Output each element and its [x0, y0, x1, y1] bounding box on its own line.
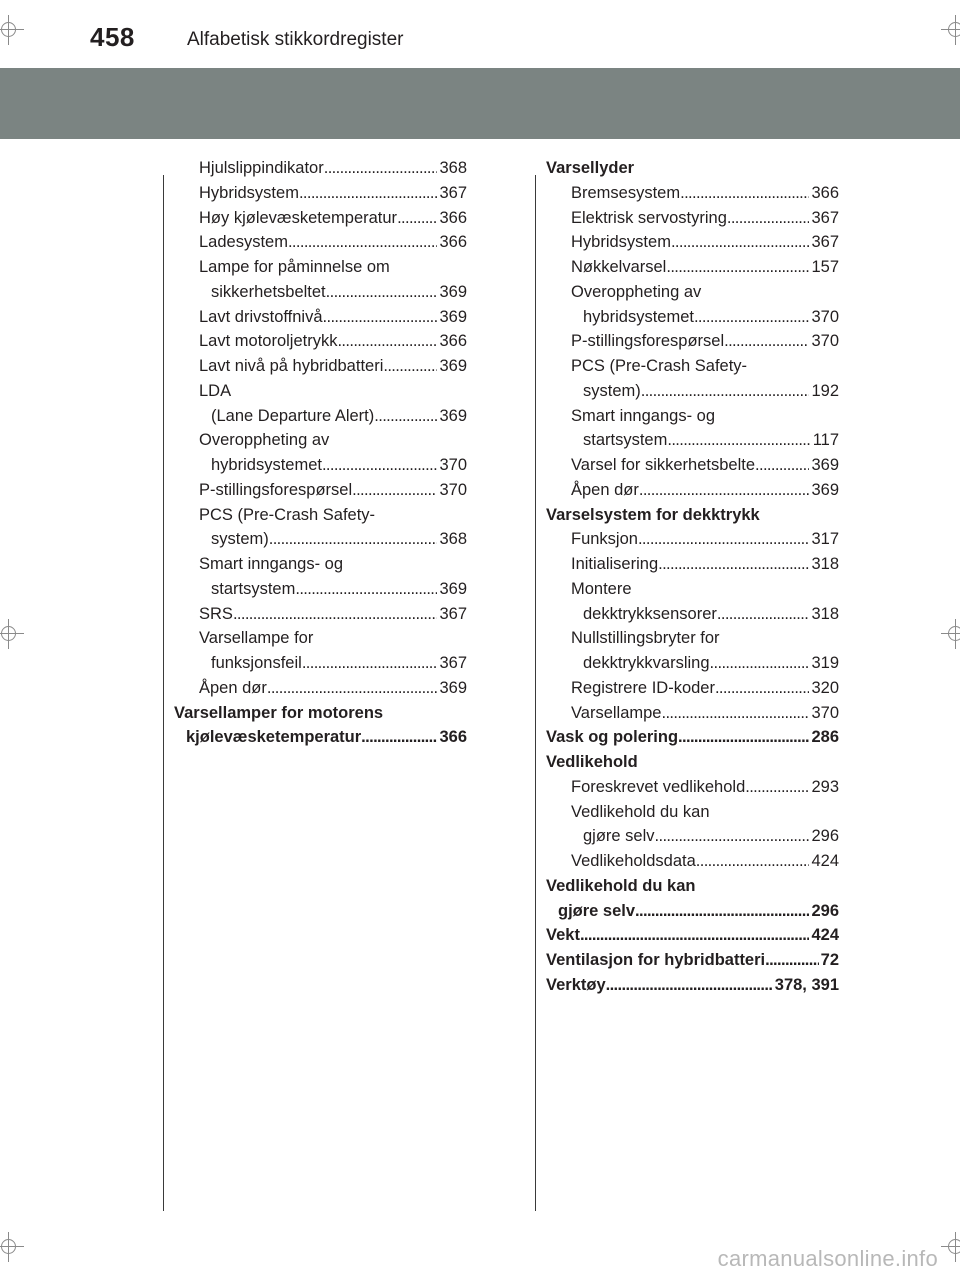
index-entry-label: PCS (Pre-Crash Safety- [199, 505, 376, 524]
dot-leader [694, 305, 810, 330]
index-entry-label: system) [211, 530, 269, 549]
index-entry [546, 626, 839, 651]
index-entry-label: Verktøy [546, 975, 606, 994]
index-entry-page: 293 [811, 777, 839, 796]
index-entry [174, 305, 467, 330]
index-entry-page: 369 [439, 282, 467, 301]
index-entry [546, 577, 839, 602]
dot-leader [678, 725, 809, 750]
index-entry-page: 319 [811, 654, 839, 672]
dot-leader [671, 230, 810, 255]
index-entry [174, 230, 467, 255]
index-entry [546, 156, 839, 181]
index-entry [546, 750, 839, 775]
index-entry-label: Hybridsystem [199, 183, 299, 202]
index-entry-page: 286 [811, 728, 839, 747]
dot-leader [299, 181, 438, 206]
index-entry-page: 370 [811, 332, 839, 351]
index-entry [174, 453, 467, 478]
dot-leader [580, 923, 810, 948]
dot-leader [288, 230, 438, 255]
dot-leader [658, 552, 809, 577]
index-entry-label: Smart inngangs- og [571, 406, 715, 425]
header-band [0, 68, 960, 139]
index-entry [174, 428, 467, 453]
index-entry [174, 404, 467, 429]
index-entry-page: 366 [439, 208, 467, 227]
index-entry-label: gjøre selv [583, 827, 655, 846]
dot-leader [745, 775, 809, 800]
dot-leader [233, 602, 438, 627]
dot-leader [710, 651, 810, 676]
index-entry [546, 948, 839, 973]
index-entry [174, 255, 467, 280]
index-entry [546, 775, 839, 800]
index-entry [546, 824, 839, 849]
index-entry-label: Høy kjølevæsketemperatur [199, 208, 398, 227]
index-entry-page: 369 [439, 406, 467, 425]
index-entry [546, 676, 839, 701]
index-entry-page: 367 [811, 233, 839, 252]
dot-leader [352, 478, 437, 503]
index-entry [546, 849, 839, 874]
dot-leader [661, 701, 809, 726]
dot-leader [606, 973, 773, 998]
index-entry-label: Registrere ID-koder [571, 678, 715, 697]
index-entry-label: Vedlikeholdsdata [571, 852, 696, 870]
index-entry-label: Ventilasjon for hybridbatteri [546, 951, 766, 969]
index-entry [546, 651, 839, 676]
dot-leader [267, 676, 438, 701]
index-entry-label: Overoppheting av [571, 282, 702, 301]
index-entry [546, 329, 839, 354]
registration-mark-mid-left [0, 619, 24, 649]
index-entry-page: 366 [811, 183, 839, 202]
dot-leader [635, 899, 809, 924]
index-entry-label: funksjonsfeil [211, 654, 302, 672]
index-entry-page: 296 [811, 901, 839, 920]
index-entry-label: Nøkkelvarsel [571, 258, 667, 276]
column-divider-right [535, 175, 536, 1211]
index-entry-label: LDA [199, 381, 232, 400]
dot-leader [639, 478, 810, 503]
dot-leader [667, 428, 810, 453]
index-entry [546, 800, 839, 825]
index-entry-page: 157 [811, 258, 839, 276]
index-entry-label: Initialisering [571, 555, 659, 573]
registration-mark-top-left [0, 15, 24, 45]
index-entry [546, 701, 839, 726]
index-entry-label: Varsellyder [546, 159, 635, 177]
index-entry-label: Funksjon [571, 530, 638, 549]
index-entry [174, 651, 467, 676]
index-entry-page: 366 [439, 233, 467, 252]
index-entry [546, 552, 839, 577]
index-entry-label: Smart inngangs- og [199, 555, 343, 573]
index-entry-page: 317 [811, 530, 839, 549]
index-entry-label: Vedlikehold [546, 753, 638, 771]
index-entry [546, 255, 839, 280]
index-entry-page: 366 [439, 332, 467, 351]
index-entry-page: 367 [439, 604, 467, 623]
index-entry-label: Overoppheting av [199, 431, 330, 450]
dot-leader [655, 824, 810, 849]
index-entry-label: Hybridsystem [571, 233, 671, 252]
index-entry [546, 305, 839, 330]
index-entry [174, 602, 467, 627]
index-entry-page: 369 [811, 456, 839, 474]
index-entry-label: Hjulslippindikator [199, 159, 324, 177]
dot-leader [269, 527, 438, 552]
index-entry-page: 370 [439, 480, 467, 499]
index-entry-label: hybridsystemet [583, 307, 694, 326]
dot-leader [337, 329, 437, 354]
index-entry-label: Åpen dør [571, 480, 639, 499]
index-entry [546, 602, 839, 627]
index-entry [174, 527, 467, 552]
index-entry-page: 192 [811, 381, 839, 400]
dot-leader [641, 379, 810, 404]
index-entry-page: 117 [812, 431, 839, 450]
index-entry-label: Vedlikehold du kan [571, 802, 710, 821]
index-entry [174, 676, 467, 701]
index-entry [174, 626, 467, 651]
index-entry-page: 369 [439, 357, 467, 375]
dot-leader [326, 280, 438, 305]
index-entry-label: SRS [199, 604, 233, 623]
dot-leader [295, 577, 437, 602]
index-entry-label: Lavt motoroljetrykk [199, 332, 338, 351]
index-entry-label: PCS (Pre-Crash Safety- [571, 357, 748, 375]
index-entry-page: 424 [811, 926, 839, 945]
index-entry [546, 923, 839, 948]
dot-leader [765, 948, 819, 973]
index-entry-page: 296 [811, 827, 839, 846]
index-entry-label: Elektrisk servostyring [571, 208, 727, 227]
index-entry-label: Nullstillingsbryter for [571, 629, 720, 648]
index-entry [546, 230, 839, 255]
index-entry-label: startsystem [583, 431, 668, 450]
dot-leader [324, 156, 438, 181]
index-entry-page: 369 [439, 678, 467, 697]
index-entry [174, 206, 467, 231]
index-entry [174, 577, 467, 602]
page-number: 458 [90, 22, 135, 52]
index-entry-label: kjølevæsketemperatur [186, 728, 362, 747]
index-entry-label: dekktrykksensorer [583, 604, 717, 623]
index-entry-label: Varsellampe for [199, 629, 314, 648]
index-entry-page: 318 [811, 555, 839, 573]
index-entry [546, 527, 839, 552]
index-entry [174, 329, 467, 354]
index-entry-label: (Lane Departure Alert) [211, 406, 375, 425]
index-entry-label: Varsellamper for motorens [174, 703, 384, 722]
index-entry-label: Lampe for påminnelse om [199, 258, 390, 276]
dot-leader [696, 849, 810, 874]
index-entry [174, 280, 467, 305]
index-entry-page: 367 [439, 654, 467, 672]
index-entry-page: 369 [439, 307, 467, 326]
index-entry [546, 973, 839, 998]
index-entry-page: 368 [439, 159, 467, 177]
dot-leader [724, 329, 809, 354]
registration-mark-bottom-right [941, 1232, 960, 1262]
index-entry-label: Lavt nivå på hybridbatteri [199, 357, 384, 375]
index-entry-page: 370 [811, 703, 839, 722]
index-entry [546, 354, 839, 379]
index-entry-label: Vedlikehold du kan [546, 876, 696, 895]
index-column-left [174, 156, 467, 750]
index-entry [174, 503, 467, 528]
index-entry-label: system) [583, 381, 641, 400]
index-entry-page: 320 [811, 678, 839, 697]
dot-leader [680, 181, 809, 206]
index-entry-label: Vask og polering [546, 728, 679, 747]
index-entry [174, 552, 467, 577]
registration-mark-top-right [941, 15, 960, 45]
index-entry-page: 424 [811, 852, 839, 870]
dot-leader [638, 527, 810, 552]
index-entry-label: Varselsystem for dekktrykk [546, 505, 760, 524]
index-entry [546, 453, 839, 478]
index-entry-page: 378, 391 [774, 975, 839, 994]
dot-leader [717, 602, 810, 627]
index-entry-page: 318 [811, 604, 839, 623]
registration-mark-mid-right [941, 619, 960, 649]
dot-leader [322, 453, 438, 478]
dot-leader [302, 651, 438, 676]
index-entry-page: 369 [439, 579, 467, 598]
index-entry-label: Bremsesystem [571, 183, 681, 202]
index-entry-label: Varsellampe [571, 703, 662, 722]
index-entry-label: Lavt drivstoffnivå [199, 307, 323, 326]
index-entry-page: 367 [439, 183, 467, 202]
dot-leader [666, 255, 809, 280]
index-column-right [546, 156, 839, 998]
dot-leader [715, 676, 810, 701]
index-entry-page: 370 [439, 456, 467, 474]
index-entry-label: sikkerhetsbeltet [211, 282, 326, 301]
index-entry [546, 379, 839, 404]
index-entry [174, 701, 467, 726]
index-entry-label: Foreskrevet vedlikehold [571, 777, 746, 796]
index-entry-page: 367 [811, 208, 839, 227]
index-entry-label: Ladesystem [199, 233, 288, 252]
index-entry-page: 72 [820, 951, 839, 969]
registration-mark-bottom-left [0, 1232, 24, 1262]
index-entry-page: 370 [811, 307, 839, 326]
index-entry-page: 369 [811, 480, 839, 499]
index-entry [174, 156, 467, 181]
page-header-title: Alfabetisk stikkordregister [187, 29, 404, 50]
index-entry-label: Vekt [546, 926, 580, 945]
dot-leader [397, 206, 437, 231]
dot-leader [361, 725, 437, 750]
index-entry [546, 181, 839, 206]
dot-leader [383, 354, 437, 379]
index-entry [546, 428, 839, 453]
index-entry-label: startsystem [211, 579, 296, 598]
index-entry-label: hybridsystemet [211, 456, 322, 474]
index-entry [546, 478, 839, 503]
index-entry [546, 280, 839, 305]
index-entry-label: Montere [571, 579, 632, 598]
index-entry [546, 503, 839, 528]
index-entry [174, 379, 467, 404]
index-entry-label: dekktrykkvarsling [583, 654, 710, 672]
index-entry-page: 368 [439, 530, 467, 549]
index-entry [174, 725, 467, 750]
index-entry [546, 725, 839, 750]
watermark: carmanualsonline.info [717, 1246, 938, 1271]
index-entry [174, 354, 467, 379]
index-entry [546, 899, 839, 924]
index-entry [546, 874, 839, 899]
column-divider-left [163, 175, 164, 1211]
index-entry-label: Varsel for sikkerhetsbelte [571, 456, 756, 474]
index-entry-label: P-stillingsforespørsel [571, 332, 725, 351]
index-entry-page: 366 [439, 728, 467, 747]
index-entry-label: P-stillingsforespørsel [199, 480, 353, 499]
dot-leader [755, 453, 809, 478]
index-entry [546, 206, 839, 231]
index-entry-label: Åpen dør [199, 678, 267, 697]
index-entry [546, 404, 839, 429]
index-entry [174, 181, 467, 206]
index-entry-label: gjøre selv [558, 901, 636, 920]
index-entry [174, 478, 467, 503]
dot-leader [727, 206, 810, 231]
dot-leader [323, 305, 438, 330]
dot-leader [374, 404, 437, 429]
